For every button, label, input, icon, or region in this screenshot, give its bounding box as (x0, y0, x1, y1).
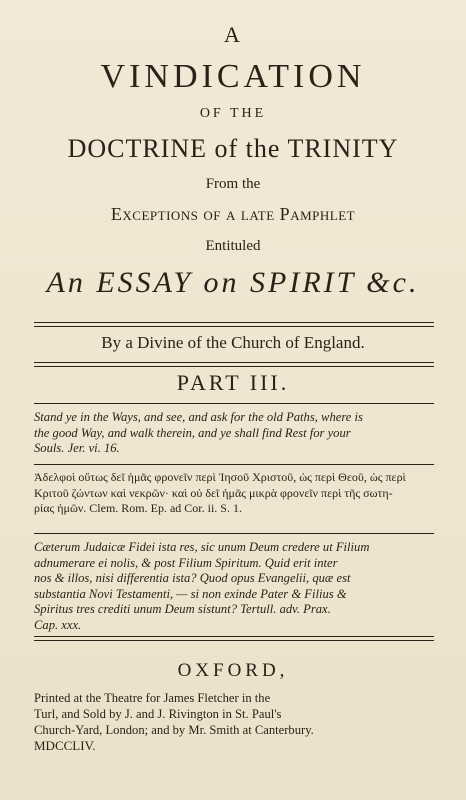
title-line-essay: An ESSAY on SPIRIT &c. (46, 266, 420, 299)
imprint-year: MDCCLIV. (34, 738, 96, 753)
part-heading: PART III. (176, 370, 290, 395)
title-line-a: A (224, 22, 242, 47)
epigraph-line: the good Way, and walk therein, and ye shall find Rest for your (34, 425, 351, 440)
epigraph-line: Cap. xxx. (34, 617, 82, 632)
title-line-exceptions: Exceptions of a late Pamphlet (110, 204, 356, 224)
divider-rule (34, 464, 434, 465)
title-line-doctrine: DOCTRINE of the TRINITY (67, 134, 399, 163)
imprint-place: OXFORD, (177, 660, 289, 681)
epigraph-tertullian (34, 540, 432, 633)
imprint-line: Turl, and Sold by J. and J. Rivington in St. Paul's (34, 707, 282, 721)
epigraph-line: Κριτοῦ ζώντων καὶ νεκρῶν· καὶ οὐ δεῖ ἡμᾶς μικρὰ φρονεῖν περὶ τῆς σωτη- (34, 485, 393, 500)
title-line-entituled: Entituled (205, 238, 261, 254)
epigraph-line: Souls. Jer. vi. 16. (34, 441, 120, 455)
epigraph-line: ρίας ἡμῶν. Clem. Rom. Ep. ad Cor. ii. S. 1. (34, 501, 242, 515)
epigraph-line: Stand ye in the Ways, and see, and ask for the old Paths, where is (34, 410, 363, 424)
divider-rule (34, 533, 434, 534)
epigraph-line: adnumerare ei nolis, & post Filium Spiritum. Quid erit inter (34, 555, 338, 570)
divider-rule (34, 362, 434, 367)
imprint-line: Printed at the Theatre for James Fletcher in the (34, 691, 271, 705)
epigraph-line: substantia Novi Testamenti, — si non exinde Pater & Filius & (34, 586, 347, 601)
epigraph-line: Spiritus tres crediti unum Deum sistunt? Tertull. adv. Prax. (34, 602, 331, 616)
epigraph-line: Ἀδελφοὶ οὕτως δεῖ ἡμᾶς φρονεῖν περὶ Ἰησοῦ Χριστοῦ, ὡς περὶ Θεοῦ, ὡς περὶ (34, 470, 406, 484)
epigraph-line: Cæterum Judaicæ Fidei ista res, sic unum Deum credere ut Filium (34, 540, 370, 554)
title-line-from-the: From the (205, 176, 261, 192)
divider-rule (34, 403, 434, 404)
epigraph-scripture (34, 410, 432, 457)
title-line-vindication: VINDICATION (100, 58, 366, 95)
imprint-text (34, 690, 434, 738)
epigraph-line: nos & illos, nisi differentia ista? Quod opus Evangelii, quæ est (34, 571, 351, 585)
title-line-of-the: OF THE (199, 106, 267, 121)
epigraph-clement (34, 470, 432, 517)
imprint-line: Church-Yard, London; and by Mr. Smith at Canterbury. (34, 723, 314, 737)
divider-rule (34, 636, 434, 641)
divider-rule (34, 322, 434, 327)
author-line: By a Divine of the Church of England. (101, 333, 365, 352)
